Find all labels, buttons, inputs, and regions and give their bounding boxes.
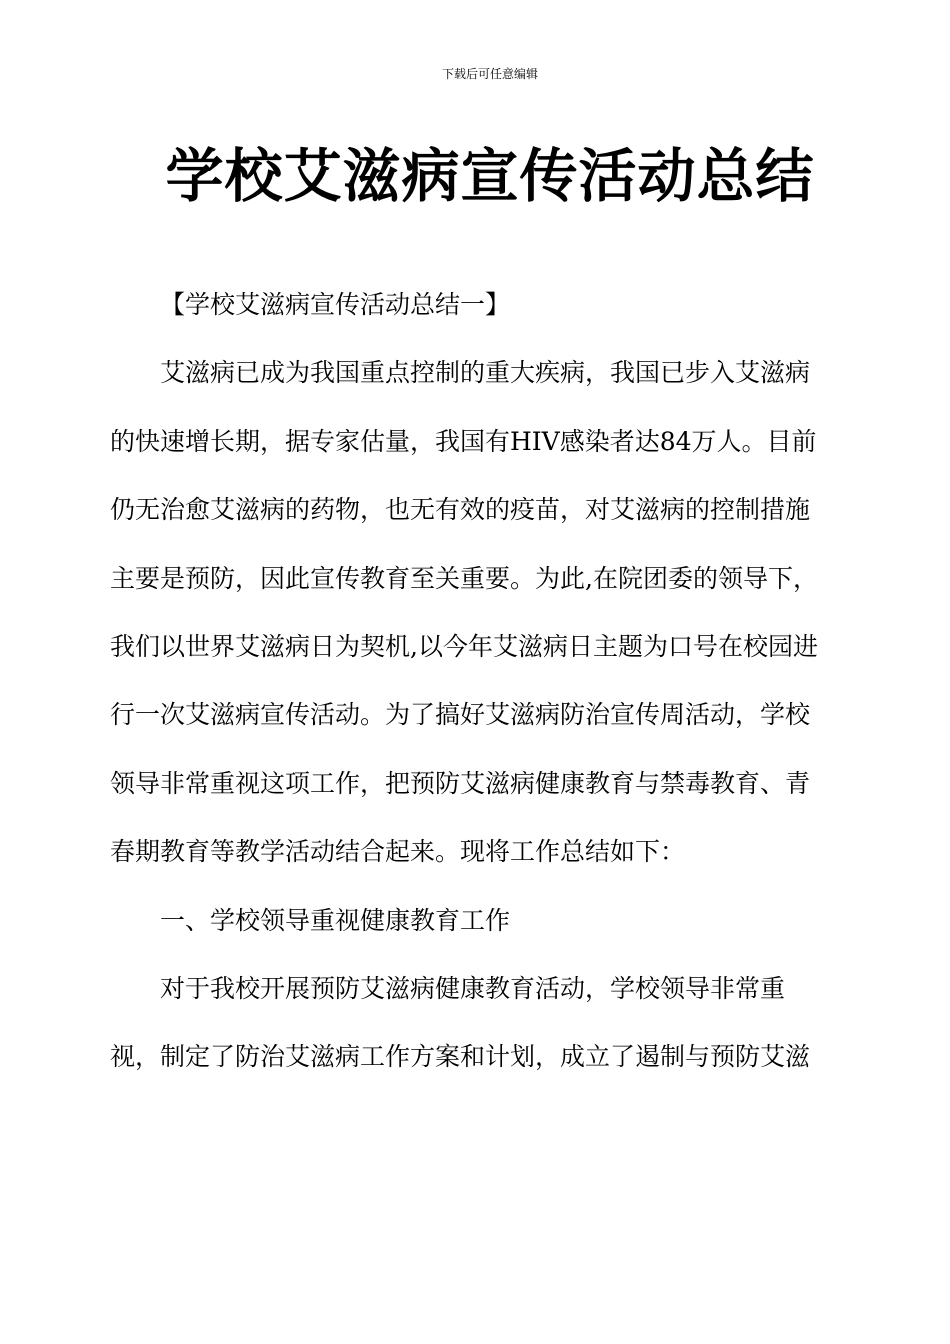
document-body	[110, 271, 850, 1092]
paragraph-line: 领导非常重视这项工作，把预防艾滋病健康教育与禁毒教育、青	[110, 768, 811, 798]
paragraph-line: 春期教育等教学活动结合起来。现将工作总结如下：	[110, 837, 686, 867]
paragraph-line: 我们以世界艾滋病日为契机,以今年艾滋病日主题为口号在校园进	[110, 631, 818, 661]
section-heading: 【学校艾滋病宣传活动总结一】	[160, 290, 511, 319]
document-title: 学校艾滋病宣传活动总结	[165, 142, 815, 210]
paragraph-line: 行一次艾滋病宣传活动。为了搞好艾滋病防治宣传周活动，学校	[110, 700, 811, 730]
paragraph-line: 的快速增长期，据专家估量，我国有HIV感染者达84万人。目前	[110, 426, 817, 456]
paragraph-line: 对于我校开展预防艾滋病健康教育活动，学校领导非常重	[160, 973, 786, 1003]
paragraph-line: 视，制定了防治艾滋病工作方案和计划，成立了遏制与预防艾滋	[110, 1042, 811, 1072]
header-note: 下载后可任意编辑	[441, 67, 538, 81]
paragraph-line: 主要是预防，因此宣传教育至关重要。为此,在院团委的领导下，	[110, 563, 818, 593]
paragraph-line: 仍无治愈艾滋病的药物，也无有效的疫苗，对艾滋病的控制措施	[110, 495, 811, 525]
paragraph-line: 艾滋病已成为我国重点控制的重大疾病，我国已步入艾滋病	[160, 358, 811, 388]
subheading: 一、学校领导重视健康教育工作	[160, 905, 511, 935]
